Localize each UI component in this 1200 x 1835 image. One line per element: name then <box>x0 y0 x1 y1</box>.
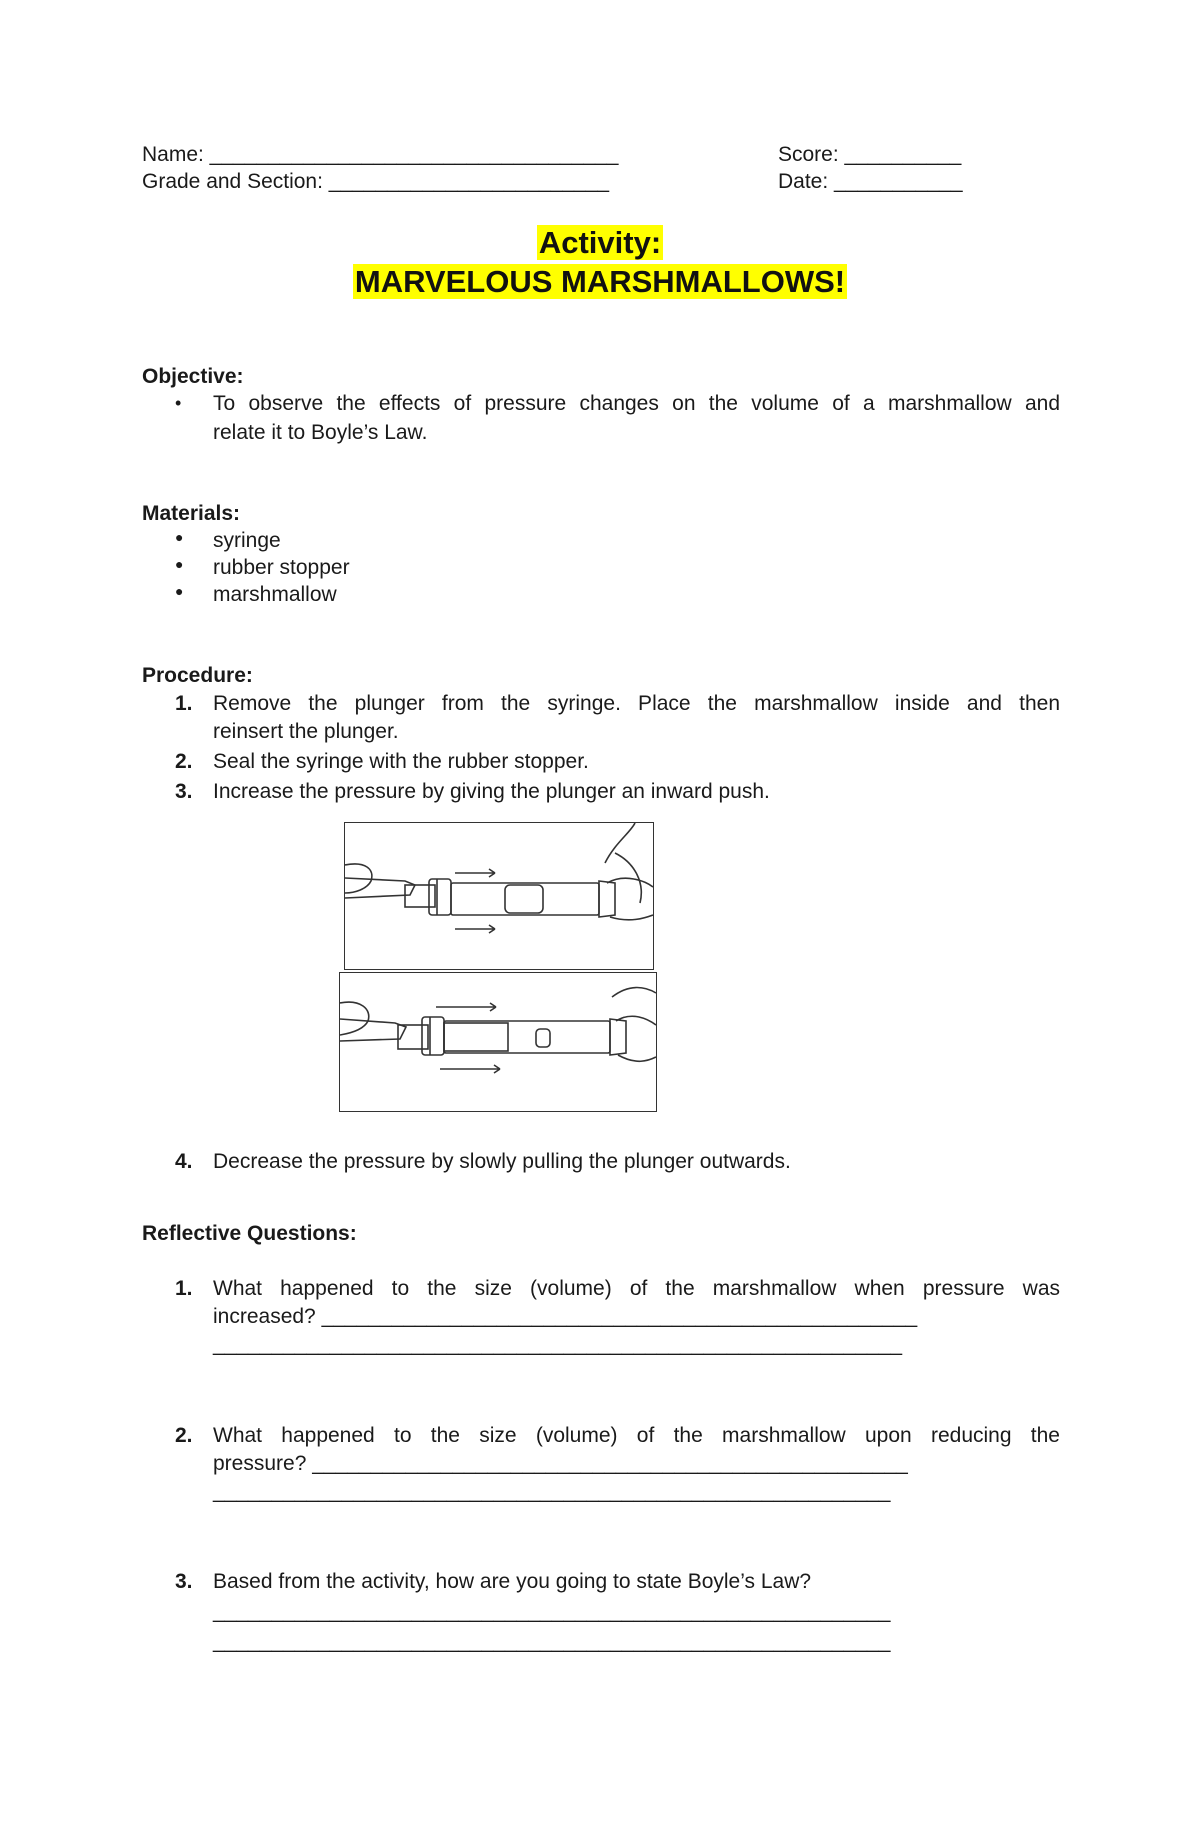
title-activity: Activity: <box>538 225 662 260</box>
question-2-line-1: What happened to the size (volume) of the marshmallow upon reducing the <box>213 1424 1060 1447</box>
question-2-answer-line-1[interactable]: pressure? ___________________________________________________ <box>213 1452 908 1475</box>
illustration-panel-top <box>344 822 654 970</box>
objective-line-2: relate it to Boyle’s Law. <box>213 421 428 444</box>
step-number: 1. <box>175 692 193 715</box>
material-item-syringe: syringe <box>213 529 281 552</box>
syringe-pull-drawing <box>340 973 656 1111</box>
procedure-step-2: Seal the syringe with the rubber stopper. <box>213 750 589 773</box>
name-field-label: Name: ___________________________________ <box>142 143 619 166</box>
bullet-icon: ● <box>175 583 184 599</box>
step-number: 3. <box>175 780 193 803</box>
question-number: 1. <box>175 1277 193 1300</box>
score-field-label: Score: __________ <box>778 143 962 166</box>
title-line-2 <box>0 263 1200 301</box>
step-1-line-1: Remove the plunger from the syringe. Place the marshmallow inside and then <box>213 692 1060 715</box>
procedure-step-1 <box>213 692 1060 744</box>
question-3-answer-line-2[interactable]: __________________________________________________________ <box>213 1630 891 1653</box>
title-marvelous-marshmallows: MARVELOUS MARSHMALLOWS! <box>354 264 846 299</box>
objective-line-1: To observe the effects of pressure changes on the volume of a marshmallow and <box>213 392 1060 415</box>
objective-heading: Objective: <box>142 365 244 388</box>
illustration-panel-bottom <box>339 972 657 1112</box>
objective-text <box>213 392 1060 445</box>
bullet-icon: • <box>175 393 182 413</box>
step-number: 4. <box>175 1150 193 1173</box>
question-1-answer-line-2[interactable]: ___________________________________________________________ <box>213 1333 903 1356</box>
title-line-1 <box>0 224 1200 262</box>
question-3-line-1: Based from the activity, how are you going to state Boyle’s Law? <box>213 1570 812 1593</box>
procedure-heading: Procedure: <box>142 664 253 687</box>
reflective-questions-heading: Reflective Questions: <box>142 1222 357 1245</box>
question-3-answer-line-1[interactable]: __________________________________________________________ <box>213 1600 891 1623</box>
procedure-step-4: Decrease the pressure by slowly pulling the plunger outwards. <box>213 1150 791 1173</box>
grade-section-field-label: Grade and Section: ________________________ <box>142 170 610 193</box>
question-3 <box>213 1570 1060 1654</box>
material-item-rubber-stopper: rubber stopper <box>213 556 350 579</box>
question-1-answer-line-1[interactable]: increased? ___________________________________________________ <box>213 1305 918 1328</box>
material-item-marshmallow: marshmallow <box>213 583 337 606</box>
date-field-label: Date: ___________ <box>778 170 963 193</box>
step-1-line-2: reinsert the plunger. <box>213 720 399 743</box>
question-1-line-1: What happened to the size (volume) of the marshmallow when pressure was <box>213 1277 1060 1300</box>
question-number: 3. <box>175 1570 193 1593</box>
question-1 <box>213 1277 1060 1357</box>
procedure-step-3: Increase the pressure by giving the plunger an inward push. <box>213 780 770 803</box>
question-number: 2. <box>175 1424 193 1447</box>
question-2-answer-line-2[interactable]: __________________________________________________________ <box>213 1480 891 1503</box>
syringe-push-drawing <box>345 823 653 969</box>
bullet-icon: ● <box>175 529 184 545</box>
step-number: 2. <box>175 750 193 773</box>
bullet-icon: ● <box>175 556 184 572</box>
question-2 <box>213 1424 1060 1504</box>
materials-heading: Materials: <box>142 502 241 525</box>
